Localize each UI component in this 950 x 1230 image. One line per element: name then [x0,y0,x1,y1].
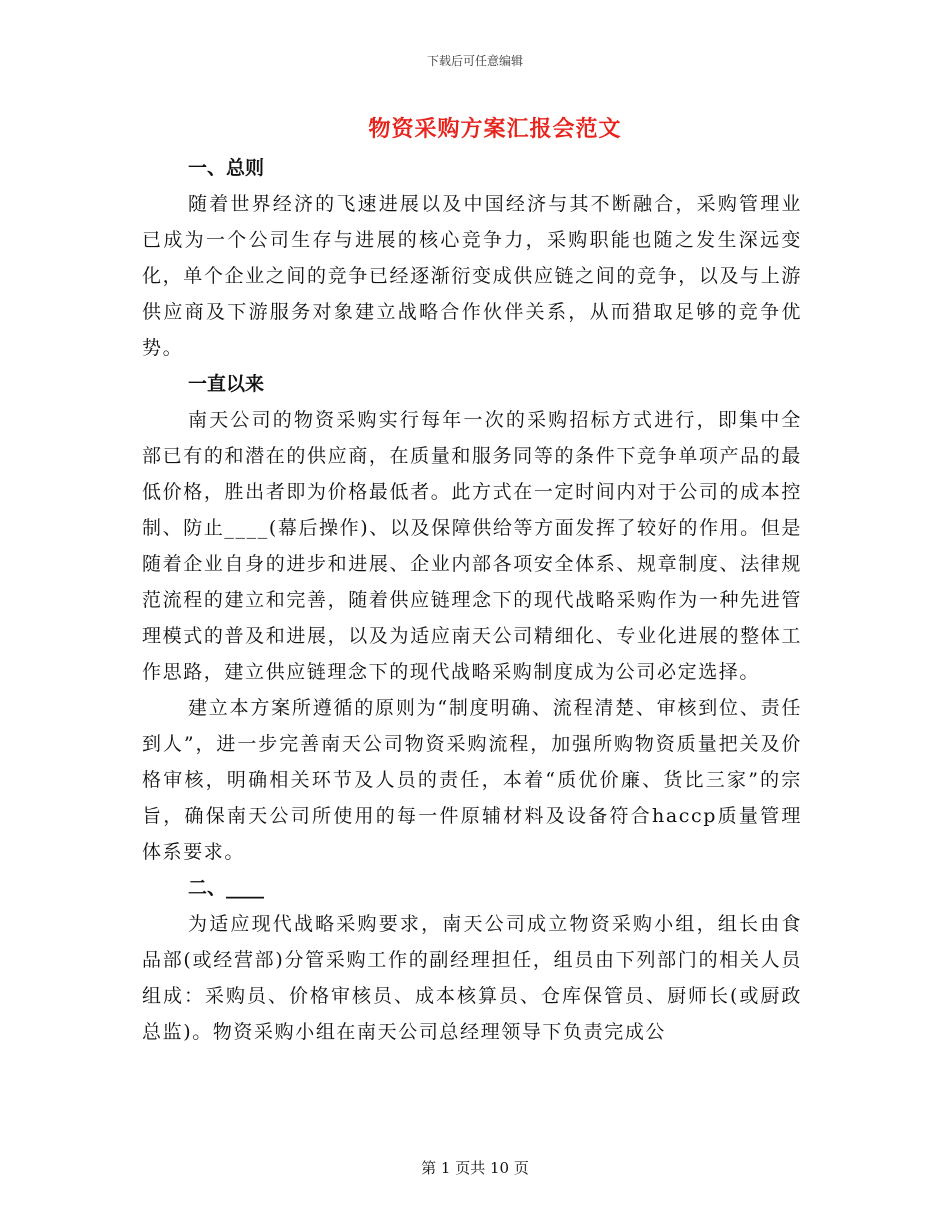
document-body [142,150,802,1050]
section-heading-general: 一、总则 [188,157,265,179]
paragraph-team: 为适应现代战略采购要求，南天公司成立物资采购小组，组长由食品部(或经营部)分管采购工作的副经理担任，组员由下列部门的相关人员组成：采购员、价格审核员、成本核算员、仓库保管员、厨师长(或厨政总监)。物资采购小组在南天公司总经理领导下负责完成公 [142,913,802,1043]
document-title: 物资采购方案汇报会范文 [368,116,622,142]
header-note: 下载后可任意编辑 [426,54,523,68]
section-heading-background: 一直以来 [188,373,265,395]
page-footer: 第 1 页共 10 页 [421,1159,529,1177]
paragraph-background: 南天公司的物资采购实行每年一次的采购招标方式进行，即集中全部已有的和潜在的供应商，在质量和服务同等的条件下竞争单项产品的最低价格，胜出者即为价格最低者。此方式在一定时间内对于公司的成本控制、防止____(幕后操作)、以及保障供给等方面发挥了较好的作用。但是随着企业自身的进步和进展、企业内部各项安全体系、规章制度、法律规范流程的建立和完善，随着供应链理念下的现代战略采购作为一种先进管理模式的普及和进展，以及为适应南天公司精细化、专业化进展的整体工作思路，建立供应链理念下的现代战略采购制度成为公司必定选择。 [142,409,802,683]
section-heading-two: 二、____ [188,877,265,899]
paragraph-principles: 建立本方案所遵循的原则为“制度明确、流程清楚、审核到位、责任到人”，进一步完善南天公司物资采购流程，加强所购物资质量把关及价格审核，明确相关环节及人员的责任，本着“质优价廉、货比三家”的宗旨，确保南天公司所使用的每一件原辅材料及设备符合haccp质量管理体系要求。 [142,697,802,863]
paragraph-intro: 随着世界经济的飞速进展以及中国经济与其不断融合，采购管理业已成为一个公司生存与进展的核心竞争力，采购职能也随之发生深远变化，单个企业之间的竞争已经逐渐衍变成供应链之间的竞争，以及与上游供应商及下游服务对象建立战略合作伙伴关系，从而猎取足够的竞争优势。 [142,193,802,359]
